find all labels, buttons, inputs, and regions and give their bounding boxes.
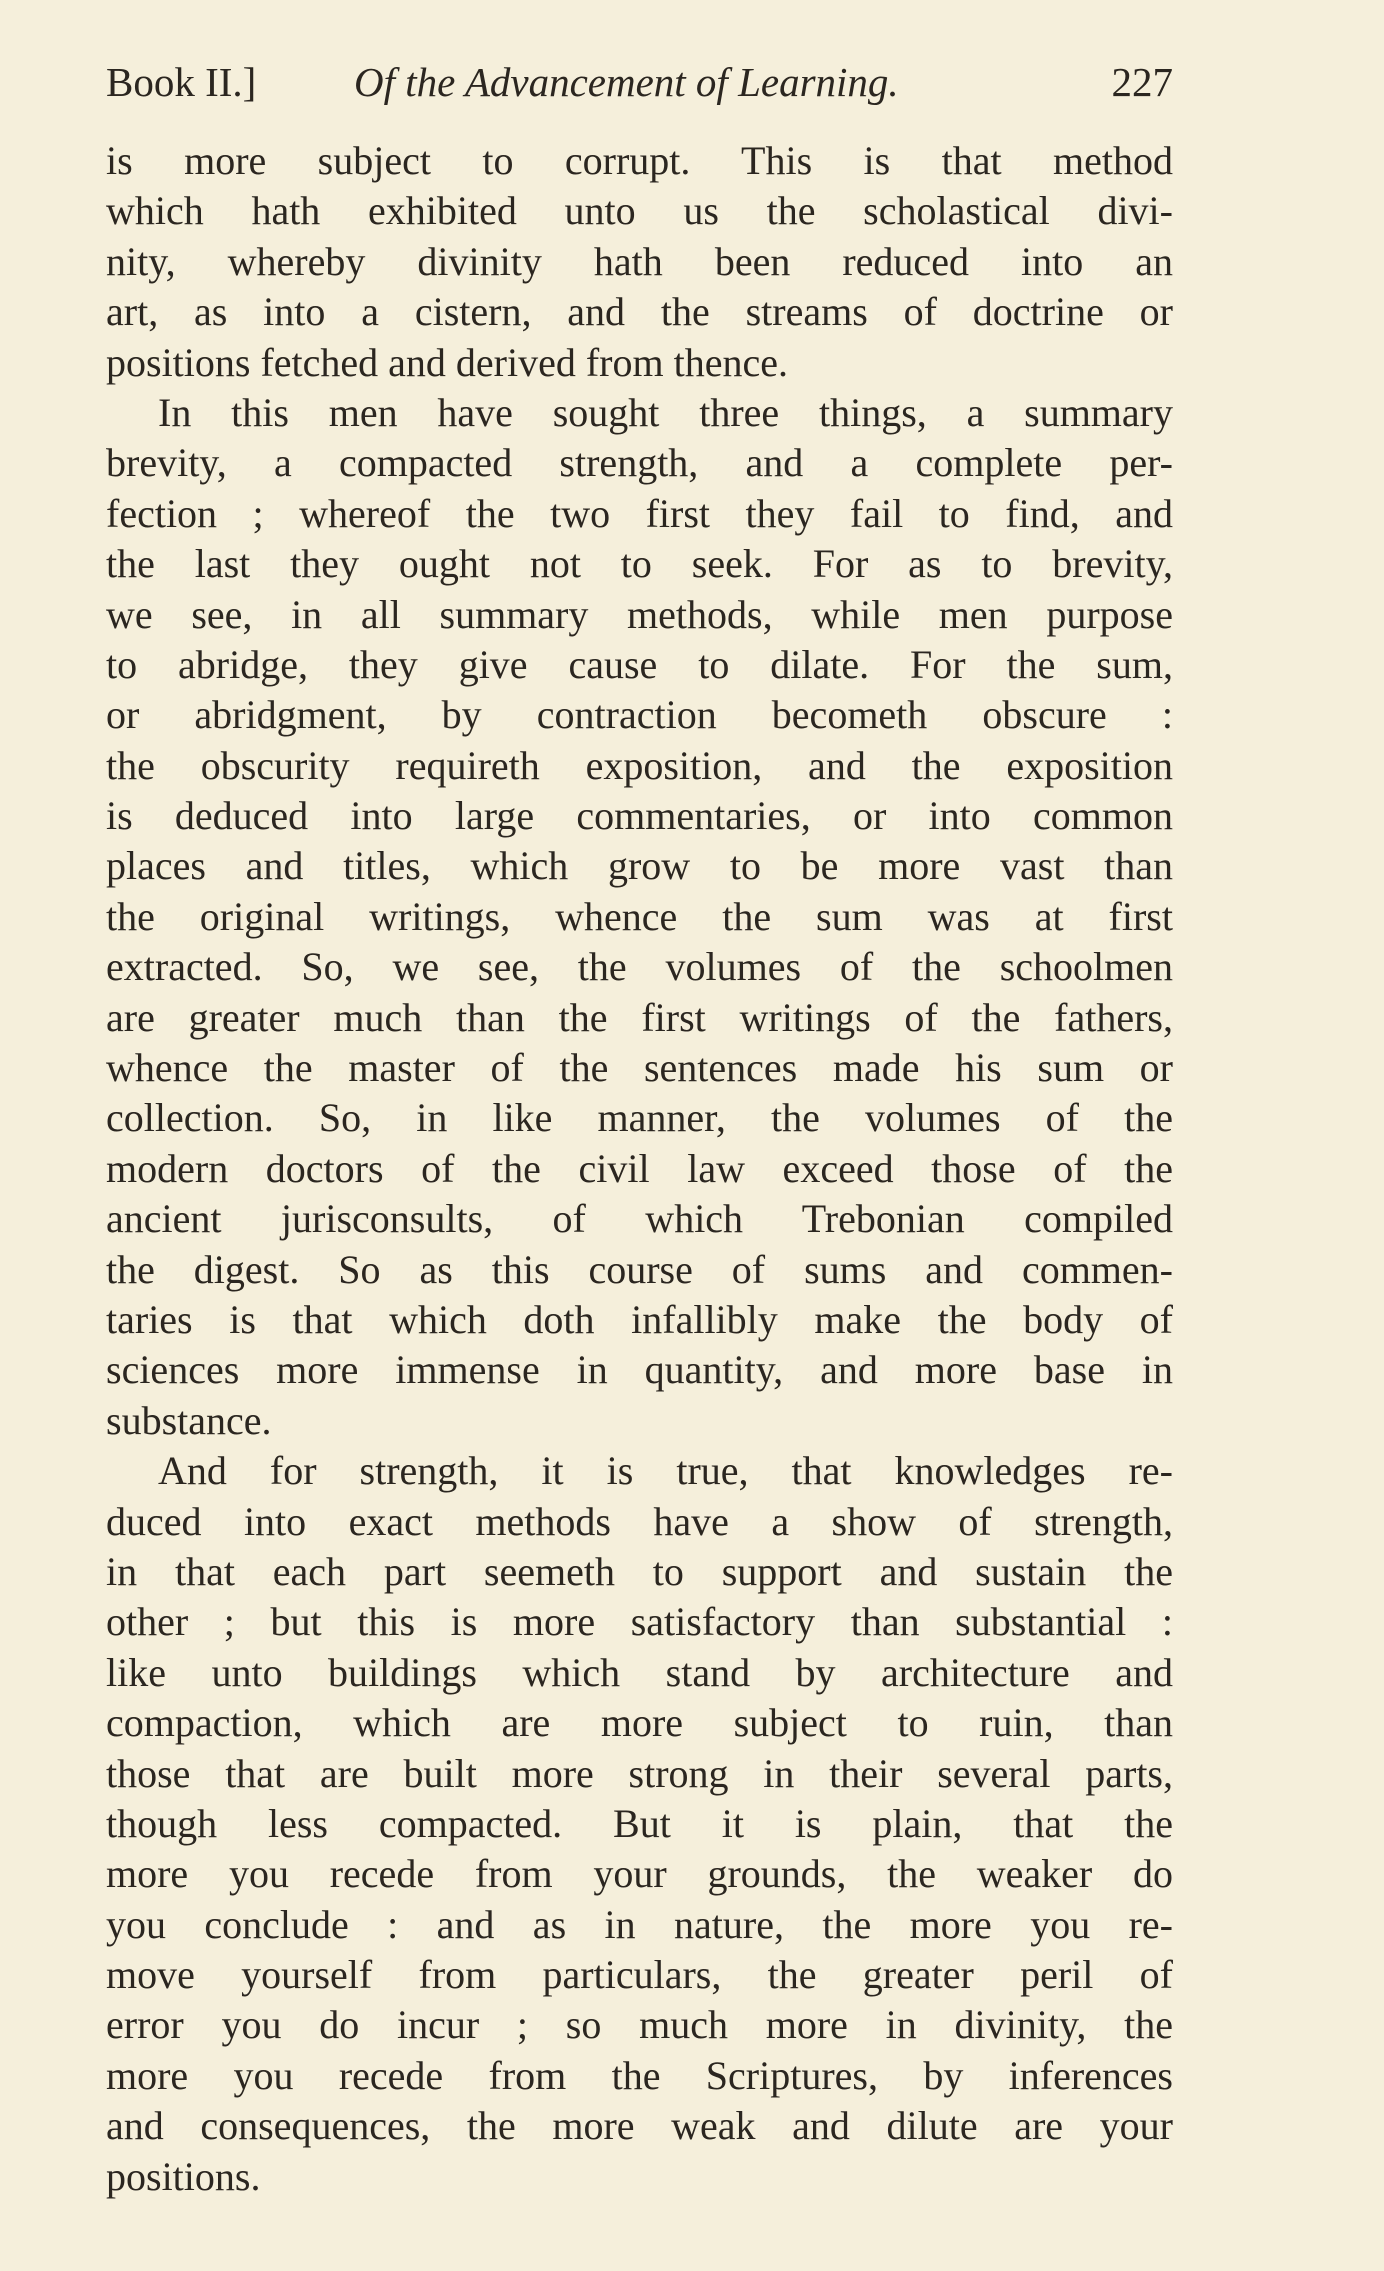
text-line: places and titles, which grow to be more vast than	[106, 843, 1173, 889]
text-line: which hath exhibited unto us the scholastical divi-	[106, 188, 1173, 234]
text-line: the original writings, whence the sum was at first	[106, 893, 1173, 939]
text-line: the digest. So as this course of sums and commen-	[106, 1246, 1173, 1292]
text-line: though less compacted. But it is plain, that the	[106, 1800, 1173, 1846]
page-body-text	[106, 136, 1173, 2202]
text-line: positions fetched and derived from thence.	[106, 339, 788, 385]
text-line: other ; but this is more satisfactory than substantial :	[106, 1599, 1173, 1645]
text-line: or abridgment, by contraction becometh obscure :	[106, 692, 1173, 738]
running-header	[106, 58, 1173, 108]
text-line: more you recede from your grounds, the weaker do	[106, 1851, 1173, 1897]
text-line: brevity, a compacted strength, and a complete per-	[106, 440, 1173, 486]
text-line: the obscurity requireth exposition, and the exposition	[106, 742, 1173, 788]
running-title: Of the Advancement of Learning.	[354, 59, 899, 105]
text-line: is more subject to corrupt. This is that method	[106, 138, 1173, 183]
text-line: duced into exact methods have a show of strength,	[106, 1498, 1173, 1544]
text-line: you conclude : and as in nature, the more you re-	[106, 1901, 1173, 1947]
text-line: sciences more immense in quantity, and more base in	[106, 1347, 1173, 1393]
text-line: modern doctors of the civil law exceed those of the	[106, 1145, 1173, 1191]
text-line: collection. So, in like manner, the volumes of the	[106, 1095, 1173, 1141]
text-line: move yourself from particulars, the greater peril of	[106, 1952, 1173, 1998]
text-line: those that are built more strong in their several parts,	[106, 1750, 1173, 1796]
text-line: to abridge, they give cause to dilate. For the sum,	[106, 641, 1173, 687]
text-line: And for strength, it is true, that knowledges re-	[158, 1448, 1173, 1494]
text-line: and consequences, the more weak and dilute are your	[106, 2103, 1173, 2149]
text-line: the last they ought not to seek. For as to brevity,	[106, 541, 1173, 587]
text-line: In this men have sought three things, a summary	[158, 389, 1173, 435]
text-line: we see, in all summary methods, while men purpose	[106, 591, 1173, 637]
text-line: like unto buildings which stand by architecture and	[106, 1649, 1173, 1695]
text-line: are greater much than the first writings of the fathers,	[106, 994, 1173, 1040]
text-line: whence the master of the sentences made his sum or	[106, 1045, 1173, 1091]
text-line: extracted. So, we see, the volumes of the schoolmen	[106, 944, 1173, 990]
text-line: art, as into a cistern, and the streams of doctrine or	[106, 289, 1173, 335]
text-line: taries is that which doth infallibly make the body of	[106, 1296, 1173, 1342]
text-line: more you recede from the Scriptures, by inferences	[106, 2052, 1173, 2098]
text-line: positions.	[106, 2153, 261, 2199]
text-line: substance.	[106, 1397, 272, 1443]
text-line: is deduced into large commentaries, or into common	[106, 793, 1173, 839]
book-label: Book II.]	[106, 59, 257, 105]
text-line: error you do incur ; so much more in divinity, the	[106, 2002, 1173, 2048]
page-number: 227	[1111, 59, 1173, 105]
text-line: ancient jurisconsults, of which Trebonian compiled	[106, 1196, 1173, 1242]
text-line: compaction, which are more subject to ruin, than	[106, 1700, 1173, 1746]
text-line: fection ; whereof the two first they fail to find, and	[106, 490, 1173, 536]
text-line: nity, whereby divinity hath been reduced into an	[106, 238, 1173, 284]
text-line: in that each part seemeth to support and sustain the	[106, 1548, 1173, 1594]
